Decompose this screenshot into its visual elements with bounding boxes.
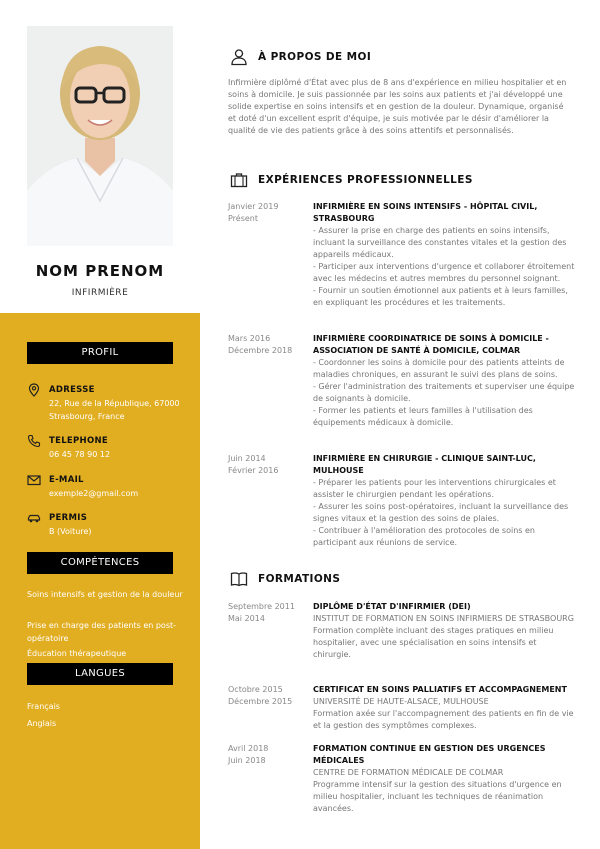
formation-dates [228,601,310,625]
end-date: Présent [228,214,259,223]
competence-item: Éducation thérapeutique [27,649,127,658]
start-date: Juin 2014 [228,454,266,463]
start-date: Mars 2016 [228,334,271,343]
experience-title: INFIRMIÈRE EN CHIRURGIE - CLINIQUE SAINT-LUC, MULHOUSE [313,454,536,475]
formation-dates [228,743,310,767]
formation-body [313,743,575,815]
experience-bullet: - Préparer les patients pour les interventions chirurgicales et assister le chirurgien pendant les opérations. [313,478,556,499]
end-date: Juin 2018 [228,756,266,765]
langues-section-title: LANGUES [27,663,173,685]
language-item: Anglais [27,719,57,728]
car-icon [27,511,41,525]
email-label: E-MAIL [49,475,84,485]
book-icon [230,570,248,588]
about-section-title: À PROPOS DE MOI [258,51,372,63]
about-text: Infirmière diplômé d'État avec plus de 8 ans d'expérience en milieu hospitalier et en soins à domicile. Je suis passionnée par les soins aux patients et j'ai développé une solide expertise en soins intensifs et en gestion de la douleur. Dynamique, organisé et doté d'un excellent esprit d'équipe, je suis motivée par le désir d'améliorer la qualité de vie des patients grâce à des soins attentifs et personnalisés. [228,78,567,135]
experience-bullet: - Participer aux interventions d'urgence et collaborer étroitement avec les médecins et autres membres du personnel soignant. [313,262,575,283]
license-label: PERMIS [49,513,88,523]
experience-section-title: EXPÉRIENCES PROFESSIONNELLES [258,174,473,186]
experience-body [313,453,575,549]
formation-school: UNIVERSITÉ DE HAUTE-ALSACE, MULHOUSE [313,697,489,706]
profile-photo [27,26,173,246]
experience-dates [228,333,310,357]
profil-section-title: PROFIL [27,342,173,364]
location-pin-icon [27,383,41,397]
formation-description: Programme intensif sur la gestion des situations d'urgence en milieu hospitalier, incluant les techniques de réanimation avancées. [313,780,562,813]
language-item: Français [27,702,60,711]
formation-school: INSTITUT DE FORMATION EN SOINS INFIRMIERS DE STRASBOURG [313,614,574,623]
phone-value: 06 45 78 90 12 [49,450,111,459]
experience-dates [228,201,310,225]
start-date: Janvier 2019 [228,202,279,211]
end-date: Mai 2014 [228,614,265,623]
experience-bullet: - Fournir un soutien émotionnel aux patients et à leurs familles, en expliquant les procédures et les traitements. [313,286,568,307]
experience-bullet: - Assurer les soins post-opératoires, incluant la surveillance des signes vitaux et la gestion des soins de plaies. [313,502,569,523]
experience-section-header [230,171,580,189]
email-value[interactable]: exemple2@gmail.com [49,489,139,498]
experience-body [313,201,575,309]
formation-title: FORMATION CONTINUE EN GESTION DES URGENCES MÉDICALES [313,744,546,765]
formation-dates [228,684,310,708]
end-date: Décembre 2015 [228,697,293,706]
address-label: ADRESSE [49,385,95,395]
competence-item: Prise en charge des patients en post-opératoire [27,621,177,643]
candidate-name: NOM PRENOM [35,262,165,280]
formations-section-header [230,570,580,588]
phone-label: TELEPHONE [49,436,109,446]
phone-icon [27,434,41,448]
formation-body [313,601,575,661]
end-date: Février 2016 [228,466,279,475]
license-value: B (Voiture) [49,527,92,536]
start-date: Avril 2018 [228,744,269,753]
formation-body [313,684,575,732]
user-icon [230,48,248,66]
experience-title: INFIRMIÈRE COORDINATRICE DE SOINS À DOMICILE - ASSOCIATION DE SANTÉ À DOMICILE, COLMAR [313,334,549,355]
formation-description: Formation axée sur l'accompagnement des patients en fin de vie et la gestion des symptômes complexes. [313,709,574,730]
envelope-icon [27,473,41,487]
formation-title: DIPLÔME D'ÉTAT D'INFIRMIER (DEI) [313,602,471,611]
formation-school: CENTRE DE FORMATION MÉDICALE DE COLMAR [313,768,504,777]
competence-item: Soins intensifs et gestion de la douleur [27,590,183,599]
experience-title: INFIRMIÈRE EN SOINS INTENSIFS - HÔPITAL CIVIL, STRASBOURG [313,202,538,223]
briefcase-icon [230,171,248,189]
experience-bullet: - Contribuer à l'amélioration des protocoles de soins en participant aux réunions de service. [313,526,535,547]
about-section-header [230,48,580,66]
experience-dates [228,453,310,477]
formation-description: Formation complète incluant des stages pratiques en milieu hospitalier, avec une spécialisation en soins intensifs et chirurgie. [313,626,554,659]
address-value: 22, Rue de la République, 67000 Strasbourg, France [49,399,180,421]
competences-section-title: COMPÉTENCES [27,552,173,574]
experience-bullet: - Gérer l'administration des traitements et superviser une équipe de soignants à domicile. [313,382,575,403]
start-date: Octobre 2015 [228,685,283,694]
end-date: Décembre 2018 [228,346,293,355]
experience-bullet: - Former les patients et leurs familles à l'utilisation des équipements médicaux à domicile. [313,406,533,427]
formations-section-title: FORMATIONS [258,573,341,585]
formation-title: CERTIFICAT EN SOINS PALLIATIFS ET ACCOMPAGNEMENT [313,685,567,694]
experience-bullet: - Assurer la prise en charge des patients en soins intensifs, incluant la surveillance des constantes vitales et la gestion des appareils médicaux. [313,226,567,259]
job-title: INFIRMIÈRE [71,288,129,298]
experience-bullet: - Coordonner les soins à domicile pour des patients atteints de maladies chroniques, en assurant le suivi des plans de soins. [313,358,565,379]
start-date: Septembre 2011 [228,602,295,611]
experience-body [313,333,575,429]
